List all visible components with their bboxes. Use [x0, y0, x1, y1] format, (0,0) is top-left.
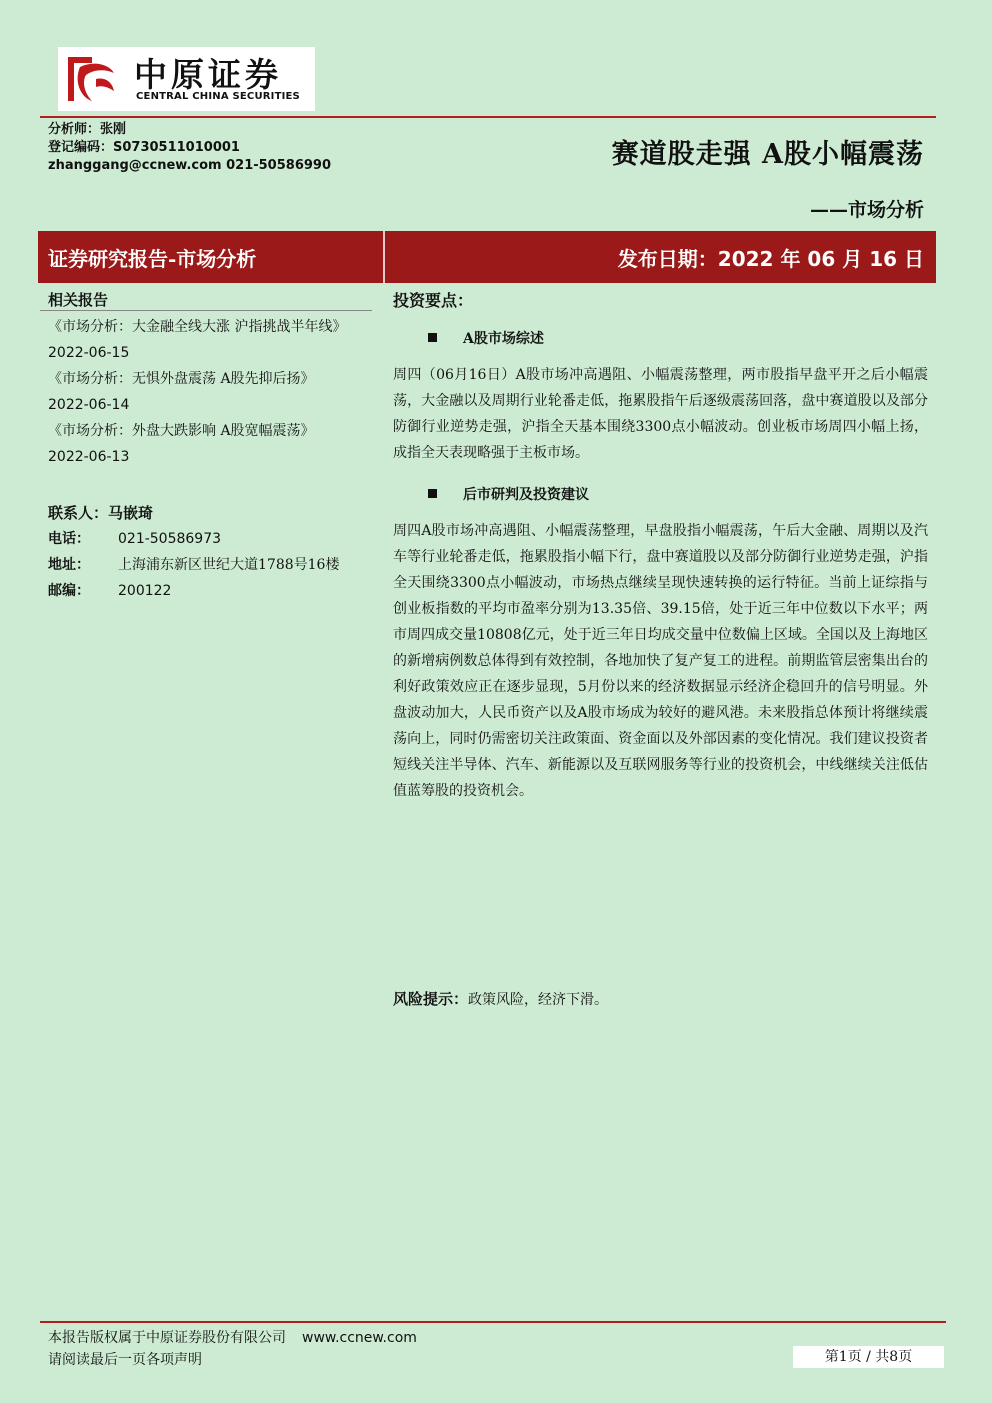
banner-divider [383, 231, 385, 283]
company-logo [58, 47, 315, 111]
related-report-title: 《市场分析：无惧外盘震荡 A股先抑后扬》 [48, 371, 315, 387]
related-report-item[interactable] [48, 418, 378, 470]
footer-disclaimer: 请阅读最后一页各项声明 [48, 1352, 202, 1368]
section-title: A股市场综述 [463, 331, 544, 347]
report-subtitle: ——市场分析 [809, 199, 924, 221]
contact-phone-key: 电话： [48, 531, 90, 547]
report-category: 证券研究报告-市场分析 [48, 247, 257, 271]
publish-day: 16 [869, 247, 898, 271]
related-report-title: 《市场分析：大金融全线大涨 沪指挑战半年线》 [48, 319, 347, 335]
section-title: 后市研判及投资建议 [463, 487, 589, 503]
publish-day-unit: 日 [904, 247, 924, 271]
contact-info [48, 500, 339, 604]
logo-emblem-icon [62, 51, 118, 107]
contact-phone-row [48, 526, 339, 552]
analyst-name: 分析师：张刚 [48, 122, 127, 137]
outlook-text: 周四A股市场冲高遇阻、小幅震荡整理，早盘股指小幅震荡，午后大金融、周期以及汽车等行业轮番走低，拖累股指小幅下行，盘中赛道股以及部分防御行业逆势走强，沪指全天围绕3300点小幅波动，市场热点继续呈现快速转换的运行特征。当前上证综指与创业板指数的平均市盈率分别为13.35倍、39.15倍，处于近三年中位数以下水平；两市周四成交量10808亿元，处于近三年日均成交量中位数偏上区域。全国以及上海地区的新增病例数总体得到有效控制，各地加快了复产复工的进程。前期监管层密集出台的利好政策效应正在逐步显现，5月份以来的经济数据显示经济企稳回升的信号明显。外盘波动加大，人民币资产以及A股市场成为较好的避风港。未来股指总体预计将继续震荡向上，同时仍需密切关注政策面、资金面以及外部因素的变化情况。我们建议投资者短线关注半导体、汽车、新能源以及互联网服务等行业的投资机会，中线继续关注低估值蓝筹股的投资机会。 [393, 523, 928, 799]
bullet-square-icon [428, 489, 437, 498]
bullet-square-icon [428, 333, 437, 342]
investment-heading: 投资要点： [393, 291, 474, 310]
contact-zip-key: 邮编： [48, 583, 90, 599]
contact-zip-row [48, 578, 339, 604]
related-report-date: 2022-06-13 [48, 449, 130, 465]
related-reports-heading: 相关报告 [48, 291, 109, 309]
related-report-date: 2022-06-14 [48, 397, 130, 413]
related-report-item[interactable] [48, 366, 378, 418]
report-banner [38, 231, 936, 283]
header-divider [40, 116, 936, 118]
contact-address-row [48, 552, 339, 578]
publish-month-unit: 月 [842, 247, 863, 271]
market-overview-text: 周四（06月16日）A股市场冲高遇阻、小幅震荡整理，两市股指早盘平开之后小幅震荡，大金融以及周期行业轮番走低，拖累股指午后逐级震荡回落，盘中赛道股以及部分防御行业逆势走强，沪指全天基本围绕3300点小幅波动。创业板市场周四小幅上扬，成指全天表现略强于主板市场。 [393, 367, 928, 461]
contact-phone: 021-50586973 [118, 531, 222, 547]
analyst-info [48, 121, 331, 175]
related-report-date: 2022-06-15 [48, 345, 130, 361]
publish-year-unit: 年 [780, 247, 801, 271]
publish-date [618, 243, 924, 272]
logo-chinese-name: 中原证券 [134, 55, 282, 94]
section-heading-market-overview [428, 328, 544, 348]
related-report-item[interactable] [48, 314, 378, 366]
risk-notice [393, 988, 608, 1009]
related-reports-list [48, 314, 378, 470]
footer-divider [40, 1321, 946, 1323]
related-report-title: 《市场分析：外盘大跌影响 A股宽幅震荡》 [48, 423, 315, 439]
risk-text: 政策风险，经济下滑。 [468, 992, 609, 1008]
footer-website-link[interactable]: www.ccnew.com [302, 1330, 417, 1346]
publish-month: 06 [807, 247, 836, 271]
risk-label: 风险提示： [393, 990, 469, 1008]
page-indicator: 第1页 / 共8页 [793, 1346, 944, 1368]
analyst-registration: 登记编码：S0730511010001 [48, 140, 240, 155]
related-reports-divider [40, 310, 372, 311]
analyst-contact: zhanggang@ccnew.com 021-50586990 [48, 158, 331, 173]
publish-year: 2022 [717, 247, 774, 271]
publish-date-label: 发布日期： [617, 247, 718, 271]
footer-copyright-line [48, 1327, 417, 1347]
contact-person: 联系人：马嵌琦 [48, 504, 154, 522]
footer-copyright: 本报告版权属于中原证券股份有限公司 [48, 1330, 286, 1346]
section-heading-outlook [428, 484, 589, 504]
logo-english-name: CENTRAL CHINA SECURITIES [136, 91, 300, 102]
contact-address-key: 地址： [48, 557, 90, 573]
contact-address: 上海浦东新区世纪大道1788号16楼 [118, 557, 340, 573]
contact-zip: 200122 [118, 583, 172, 599]
report-title: 赛道股走强 A股小幅震荡 [611, 139, 924, 170]
